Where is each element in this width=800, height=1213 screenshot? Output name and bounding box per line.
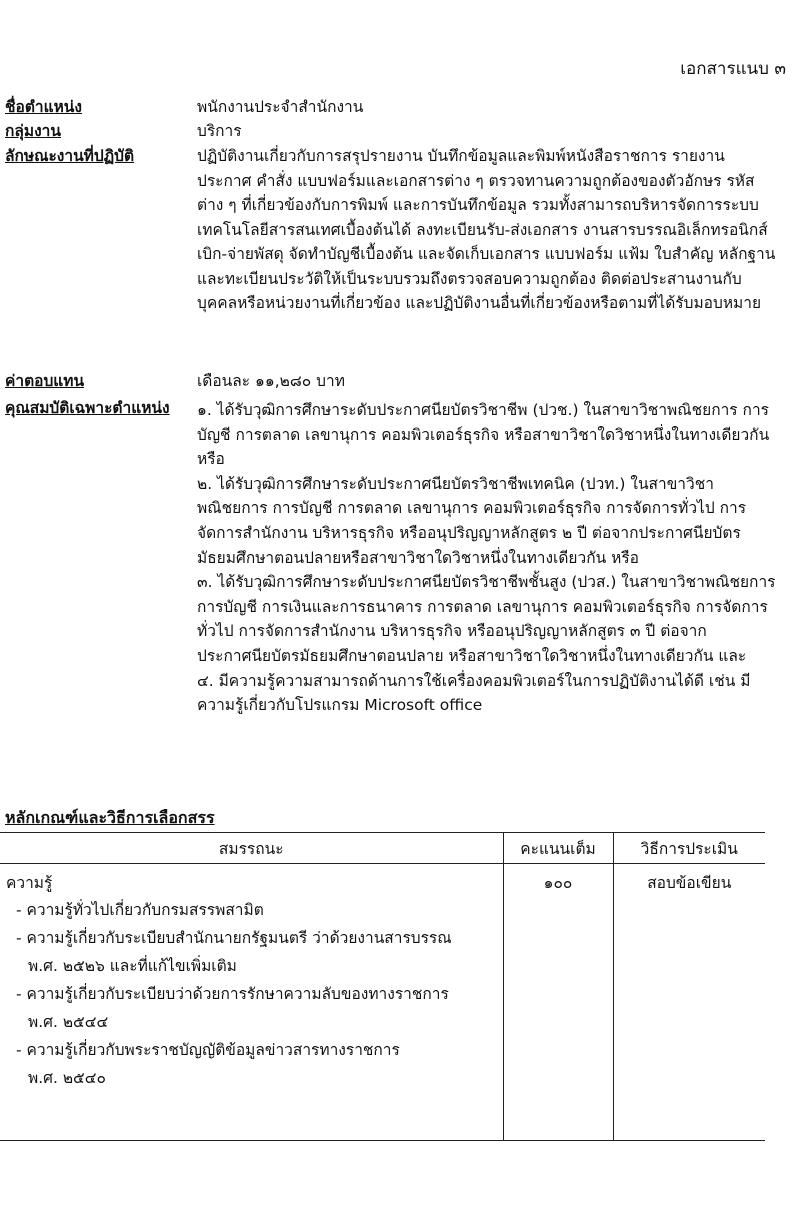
- qualification-label: คุณสมบัติเฉพาะตำแหน่ง: [5, 399, 170, 417]
- duty-label: ลักษณะงานที่ปฏิบัติ: [5, 147, 135, 165]
- competency-cell: [0, 864, 503, 1141]
- position-title-label: ชื่อตำแหน่ง: [5, 98, 82, 116]
- qualification-list: [197, 398, 780, 718]
- work-group-value: บริการ: [197, 122, 242, 140]
- qualification-item-3: ๓. ได้รับวุฒิการศึกษาระดับประกาศนียบัตรวิชาชีพชั้นสูง (ปวส.) ในสาขาวิชาพณิชยการ การบัญชี การเงินและการธนาคาร การตลาด เลขานุการ คอมพิวเตอร์ธุรกิจ การจัดการทั่วไป การจัดการสำนักงาน บริหารธุรกิจ หรืออนุปริญญาหลักสูตร ๓ ปี ต่อจากประกาศนียบัตรมัธยมศึกษาตอนปลาย หรือสาขาวิชาใดวิชาหนึ่งในทางเดียวกัน และ: [197, 573, 776, 665]
- competency-item-1: - ความรู้ทั่วไปเกี่ยวกับกรมสรรพสามิต: [16, 901, 264, 919]
- competency-title: ความรู้: [6, 874, 53, 892]
- qualification-item-4: ๔. มีความรู้ความสามารถด้านการใช้เครื่องคอมพิวเตอร์ในการปฏิบัติงานได้ดี เช่น มีความรู้เกี่ยวกับโปรแกรม Microsoft office: [197, 671, 751, 715]
- work-group-label: กลุ่มงาน: [5, 122, 61, 140]
- header-method: วิธีการประเมิน: [613, 833, 765, 864]
- header-full-score: คะแนนเต็ม: [503, 833, 613, 864]
- qualification-item-2: ๒. ได้รับวุฒิการศึกษาระดับประกาศนียบัตรวิชาชีพเทคนิค (ปวท.) ในสาขาวิชาพณิชยการ การบัญชี การตลาด เลขานุการ คอมพิวเตอร์ธุรกิจ การจัดการทั่วไป การจัดการสำนักงาน บริหารธุรกิจ หรืออนุปริญญาหลักสูตร ๒ ปี ต่อจากประกาศนียบัตรมัธยมศึกษาตอนปลายหรือสาขาวิชาใดวิชาหนึ่งในทางเดียวกัน หรือ: [197, 474, 747, 567]
- compensation-value: เดือนละ ๑๑,๒๘๐ บาท: [197, 372, 345, 390]
- position-title-value: พนักงานประจำสำนักงาน: [197, 98, 364, 116]
- competency-item-4: - ความรู้เกี่ยวกับพระราชบัญญัติข้อมูลข่าวสารทางราชการ พ.ศ. ๒๕๔๐: [16, 1041, 400, 1087]
- duty-description: ปฏิบัติงานเกี่ยวกับการสรุปรายงาน บันทึกข้อมูลและพิมพ์หนังสือราชการ รายงาน ประกาศ คำสั่ง แบบฟอร์มและเอกสารต่าง ๆ ตรวจทานความถูกต้องของตัวอักษร รหัสต่าง ๆ ที่เกี่ยวข้องกับการพิมพ์ และการบันทึกข้อมูล รวมทั้งสามารถบริหารจัดการระบบเทคโนโลยีสารสนเทศเบื้องต้นได้ ลงทะเบียนรับ-ส่งเอกสาร งานสารบรรณอิเล็กทรอนิกส์ เบิก-จ่ายพัสดุ จัดทำบัญชีเบื้องต้น และจัดเก็บเอกสาร แบบฟอร์ม แฟ้ม ใบสำคัญ หลักฐานและทะเบียนประวัติให้เป็นระบบรวมถึงตรวจสอบความถูกต้อง ติดต่อประสานงานกับบุคคลหรือหน่วยงานที่เกี่ยวข้อง และปฏิบัติงานอื่นที่เกี่ยวข้องหรือตามที่ได้รับมอบหมาย: [197, 147, 776, 312]
- competency-item-3: - ความรู้เกี่ยวกับระเบียบว่าด้วยการรักษาความลับของทางราชการ พ.ศ. ๒๕๔๔: [16, 985, 449, 1031]
- evaluation-method-value: สอบข้อเขียน: [613, 864, 765, 1141]
- compensation-label: ค่าตอบแทน: [5, 372, 85, 390]
- full-score-value: ๑๐๐: [503, 864, 613, 1141]
- selection-criteria-table: [0, 832, 765, 1141]
- qualification-item-1: ๑. ได้รับวุฒิการศึกษาระดับประกาศนียบัตรวิชาชีพ (ปวช.) ในสาขาวิชาพณิชยการ การบัญชี การตลาด เลขานุการ คอมพิวเตอร์ธุรกิจ หรือสาขาวิชาใดวิชาหนึ่งในทางเดียวกัน หรือ: [197, 401, 770, 469]
- competency-item-2: - ความรู้เกี่ยวกับระเบียบสำนักนายกรัฐมนตรี ว่าด้วยงานสารบรรณ พ.ศ. ๒๕๒๖ และที่แก้ไขเพิ่มเติม: [16, 929, 452, 975]
- attachment-label: เอกสารแนบ ๓: [680, 59, 786, 79]
- selection-section-title: หลักเกณฑ์และวิธีการเลือกสรร: [5, 808, 215, 827]
- header-competency: สมรรถนะ: [0, 833, 503, 864]
- table-row: [0, 864, 765, 1141]
